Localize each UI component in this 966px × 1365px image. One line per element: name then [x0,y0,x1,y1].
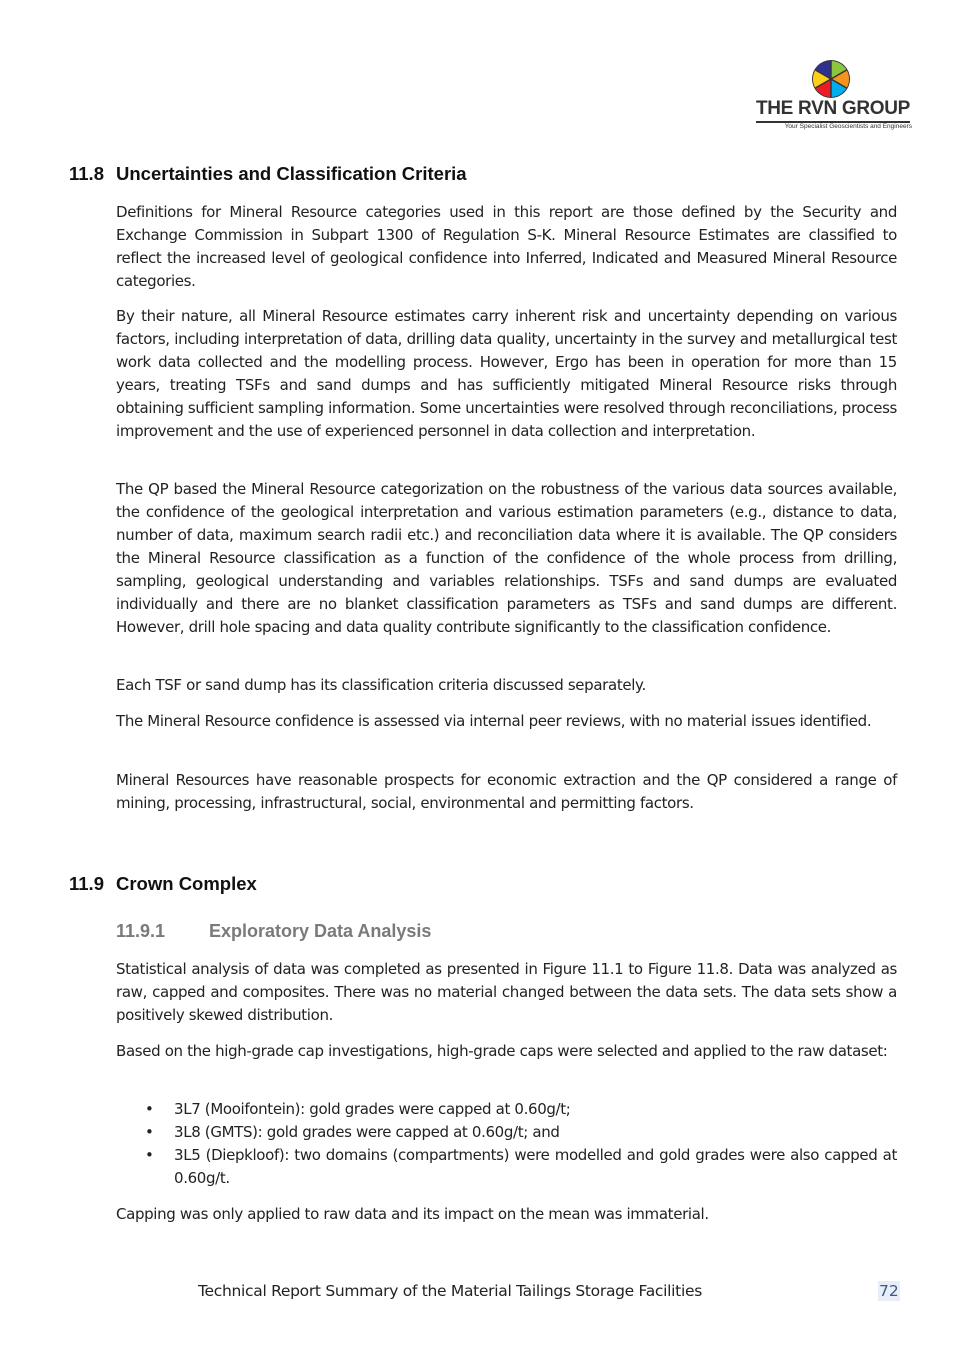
list-item: • 3L5 (Diepkloof): two domains (compartments) were modelled and gold grades were also capped at 0.60g/t. [116,1144,897,1190]
paragraph: Capping was only applied to raw data and its impact on the mean was immaterial. [116,1205,709,1223]
page-number: 72 [879,1282,899,1300]
paragraph: Definitions for Mineral Resource categories used in this report are those defined by the Security and Exchange Commission in Subpart 1300 of Regulation S-K. Mineral Resource Estimates are classified to reflect the increased level of geological confidence into Inferred, Indicated and Measured Mineral Resource categories. [116,203,897,290]
section-number: 11.8 [69,163,104,184]
company-logo [754,58,912,134]
paragraph: By their nature, all Mineral Resource estimates carry inherent risk and uncertainty depending on various factors, including interpretation of data, drilling data quality, uncertainty in the survey and metallurgical test work data collected and the modelling process. However, Ergo has been in operation for more than 15 years, treating TSFs and sand dumps and has sufficiently mitigated Mineral Resource risks through obtaining sufficient sampling information. Some uncertainties were resolved through reconciliations, process improvement and the use of experienced personnel in data collection and interpretation. [116,307,897,440]
paragraph: The QP based the Mineral Resource categorization on the robustness of the various data sources available, the confidence of the geological interpretation and various estimation parameters (e.g., distance to data, number of data, maximum search radii etc.) and reconciliation data where it is available. The QP considers the Mineral Resource classification as a function of the confidence of the whole process from drilling, sampling, geological understanding and variables relationships. TSFs and sand dumps are evaluated individually and there are no blanket classification parameters as TSFs and sand dumps are different. However, drill hole spacing and data quality contribute significantly to the classification confidence. [116,480,897,636]
logo-emblem-icon [810,58,852,100]
section-heading-11-8 [69,163,467,185]
section-number: 11.9 [69,873,104,894]
logo-wordmark: THE RVN GROUP [755,98,911,119]
subsection-title: Exploratory Data Analysis [209,921,432,941]
capping-list [116,1098,897,1190]
list-item: • 3L7 (Mooifontein): gold grades were capped at 0.60g/t; [116,1098,897,1121]
list-item: • 3L8 (GMTS): gold grades were capped at 0.60g/t; and [116,1121,897,1144]
logo-tagline: Your Specialist Geoscientists and Engineers [784,123,912,130]
footer-title: Technical Report Summary of the Material Tailings Storage Facilities [198,1282,702,1300]
subsection-number: 11.9.1 [116,921,166,941]
paragraph: The Mineral Resource confidence is assessed via internal peer reviews, with no material issues identified. [116,712,872,730]
section-title: Crown Complex [116,873,257,894]
section-heading-11-9 [69,873,257,895]
section-title: Uncertainties and Classification Criteria [116,163,467,184]
paragraph: Statistical analysis of data was completed as presented in Figure 11.1 to Figure 11.8. Data was analyzed as raw, capped and composites. There was no material changed between the data sets. The data sets show a positively skewed distribution. [116,960,897,1024]
paragraph: Each TSF or sand dump has its classification criteria discussed separately. [116,676,646,694]
paragraph: Based on the high-grade cap investigations, high-grade caps were selected and applied to the raw dataset: [116,1042,888,1060]
paragraph: Mineral Resources have reasonable prospects for economic extraction and the QP considered a range of mining, processing, infrastructural, social, environmental and permitting factors. [116,771,897,812]
subsection-heading-11-9-1 [116,920,431,942]
